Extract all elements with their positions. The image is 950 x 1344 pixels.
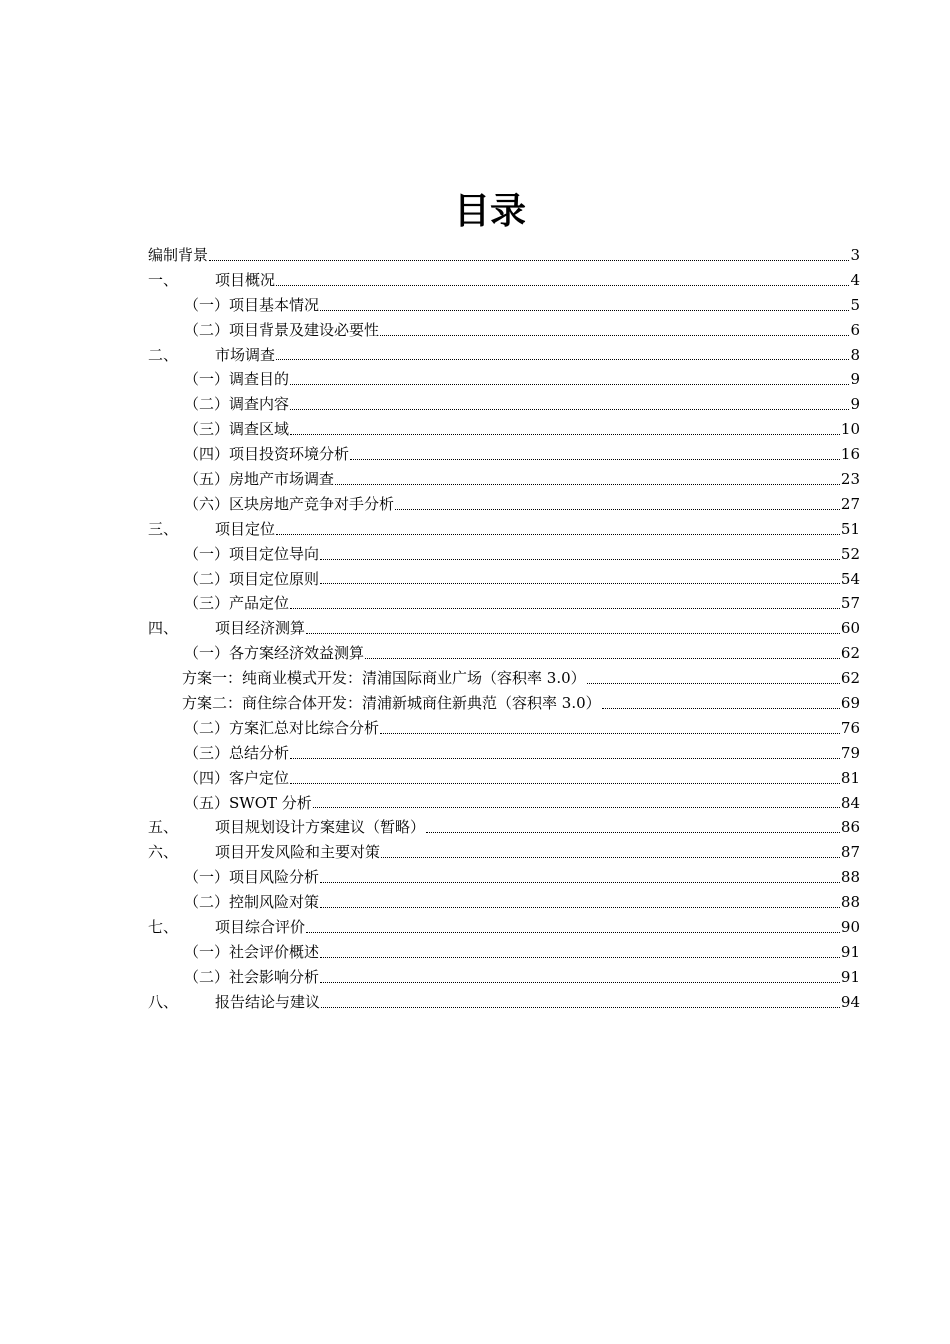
toc-entry-page-number: 4 (850, 270, 860, 289)
toc-dot-leader (320, 310, 849, 311)
toc-entry-label: （三）产品定位 (184, 594, 290, 613)
toc-entry-page-number: 51 (840, 519, 860, 538)
toc-entry-page-number: 87 (840, 843, 860, 862)
toc-entry-page-number: 62 (840, 669, 860, 688)
toc-entry[interactable] (148, 990, 860, 1015)
page-title: 目录 (453, 191, 526, 232)
toc-entry[interactable] (148, 915, 860, 940)
toc-entry-label: （五）房地产市场调查 (184, 470, 335, 489)
toc-entry-label: （三）调查区域 (184, 420, 290, 439)
toc-entry[interactable] (148, 343, 860, 368)
toc-entry-label: 项目经济测算 (215, 619, 306, 638)
toc-entry-label: 市场调查 (215, 345, 276, 364)
toc-entry[interactable] (148, 517, 860, 542)
toc-entry-page-number: 6 (850, 320, 860, 339)
toc-entry[interactable] (148, 940, 860, 965)
table-of-contents (148, 243, 860, 1015)
toc-entry-number: 八、 (148, 992, 179, 1011)
toc-entry[interactable] (148, 492, 860, 517)
toc-entry-label: （四）项目投资环境分析 (184, 445, 350, 464)
toc-entry-label: （一）社会评价概述 (184, 942, 320, 961)
toc-entry[interactable] (148, 243, 860, 268)
toc-entry-page-number: 57 (840, 594, 860, 613)
toc-entry[interactable] (148, 965, 860, 990)
toc-entry-label: （五）SWOT 分析 (184, 793, 312, 812)
toc-entry-page-number: 88 (840, 893, 860, 912)
toc-entry-label: （二）社会影响分析 (184, 967, 320, 986)
toc-entry-page-number: 94 (840, 992, 860, 1011)
toc-dot-leader (335, 484, 840, 485)
toc-entry[interactable] (148, 442, 860, 467)
toc-entry-label: 方案二：商住综合体开发：清浦新城商住新典范（容积率 3.0） (182, 694, 601, 713)
toc-entry[interactable] (148, 467, 860, 492)
toc-entry-page-number: 91 (840, 942, 860, 961)
toc-entry-label: 项目概况 (215, 270, 276, 289)
toc-entry-page-number: 76 (840, 718, 860, 737)
toc-entry-label: （六）区块房地产竞争对手分析 (184, 494, 395, 513)
toc-entry[interactable] (148, 691, 860, 716)
toc-entry[interactable] (148, 666, 860, 691)
toc-entry-label: （二）项目定位原则 (184, 569, 320, 588)
toc-entry-label: （二）项目背景及建设必要性 (184, 320, 380, 339)
toc-dot-leader (320, 982, 840, 983)
toc-entry[interactable] (148, 367, 860, 392)
toc-entry[interactable] (148, 591, 860, 616)
toc-entry-number: 一、 (148, 270, 179, 289)
toc-dot-leader (306, 932, 840, 933)
toc-entry[interactable] (148, 865, 860, 890)
toc-entry-page-number: 9 (850, 370, 860, 389)
toc-entry-page-number: 86 (840, 818, 860, 837)
toc-entry[interactable] (148, 815, 860, 840)
toc-entry[interactable] (148, 417, 860, 442)
toc-entry-label: 报告结论与建议 (215, 992, 321, 1011)
toc-dot-leader (395, 509, 840, 510)
toc-entry[interactable] (148, 567, 860, 592)
toc-entry-page-number: 91 (840, 967, 860, 986)
toc-entry-label: 项目开发风险和主要对策 (215, 843, 381, 862)
toc-dot-leader (321, 1007, 840, 1008)
toc-dot-leader (381, 857, 840, 858)
toc-dot-leader (602, 708, 840, 709)
toc-dot-leader (276, 285, 849, 286)
toc-entry-page-number: 79 (840, 743, 860, 762)
toc-entry[interactable] (148, 840, 860, 865)
toc-entry-label: （二）控制风险对策 (184, 893, 320, 912)
toc-entry-label: 方案一：纯商业模式开发：清浦国际商业广场（容积率 3.0） (182, 669, 586, 688)
toc-entry-page-number: 54 (840, 569, 860, 588)
toc-entry-page-number: 88 (840, 868, 860, 887)
toc-entry-page-number: 52 (840, 544, 860, 563)
toc-dot-leader (365, 658, 840, 659)
toc-entry-label: （一）项目基本情况 (184, 295, 320, 314)
toc-entry-page-number: 69 (840, 694, 860, 713)
toc-entry-page-number: 81 (840, 768, 860, 787)
toc-entry-page-number: 9 (850, 395, 860, 414)
toc-entry[interactable] (148, 293, 860, 318)
toc-entry[interactable] (148, 268, 860, 293)
toc-entry-number: 二、 (148, 345, 179, 364)
toc-entry-page-number: 23 (840, 470, 860, 489)
toc-dot-leader (350, 459, 840, 460)
toc-entry-label: 项目定位 (215, 519, 276, 538)
toc-dot-leader (380, 335, 849, 336)
toc-entry[interactable] (148, 641, 860, 666)
toc-dot-leader (290, 384, 849, 385)
toc-entry-label: （二）方案汇总对比综合分析 (184, 718, 380, 737)
toc-entry-label: （一）项目风险分析 (184, 868, 320, 887)
toc-entry[interactable] (148, 318, 860, 343)
toc-dot-leader (290, 783, 840, 784)
toc-entry-label: 项目综合评价 (215, 918, 306, 937)
toc-entry-label: 项目规划设计方案建议（暂略） (215, 818, 426, 837)
toc-entry-number: 七、 (148, 918, 179, 937)
toc-entry[interactable] (148, 741, 860, 766)
toc-entry-label: （一）各方案经济效益测算 (184, 644, 365, 663)
toc-dot-leader (380, 733, 840, 734)
toc-dot-leader (290, 409, 849, 410)
toc-dot-leader (290, 608, 840, 609)
toc-dot-leader (306, 633, 840, 634)
toc-dot-leader (320, 907, 840, 908)
toc-entry-label: （二）调查内容 (184, 395, 290, 414)
toc-entry-label: 编制背景 (148, 246, 209, 264)
toc-entry[interactable] (148, 791, 860, 816)
toc-dot-leader (276, 359, 849, 360)
toc-dot-leader (320, 882, 840, 883)
toc-dot-leader (426, 832, 840, 833)
toc-entry-page-number: 5 (850, 295, 860, 314)
toc-entry-page-number: 27 (840, 494, 860, 513)
toc-dot-leader (290, 758, 840, 759)
toc-entry-label: （一）调查目的 (184, 370, 290, 389)
toc-entry[interactable] (148, 542, 860, 567)
toc-entry[interactable] (148, 716, 860, 741)
toc-entry-number: 六、 (148, 843, 179, 862)
toc-entry-page-number: 60 (840, 619, 860, 638)
toc-entry-page-number: 90 (840, 918, 860, 937)
toc-dot-leader (290, 434, 840, 435)
toc-entry[interactable] (148, 392, 860, 417)
toc-entry-page-number: 84 (840, 793, 860, 812)
toc-entry-page-number: 16 (840, 445, 860, 464)
toc-entry-number: 四、 (148, 619, 179, 638)
toc-dot-leader (313, 807, 840, 808)
toc-entry[interactable] (148, 616, 860, 641)
toc-dot-leader (587, 683, 840, 684)
toc-dot-leader (320, 583, 840, 584)
toc-entry-page-number: 8 (850, 345, 860, 364)
toc-entry[interactable] (148, 766, 860, 791)
toc-entry-page-number: 3 (850, 246, 860, 264)
toc-entry-label: （三）总结分析 (184, 743, 290, 762)
toc-dot-leader (320, 957, 840, 958)
toc-entry-number: 三、 (148, 519, 179, 538)
toc-dot-leader (276, 534, 840, 535)
toc-dot-leader (320, 559, 840, 560)
toc-entry-page-number: 10 (840, 420, 860, 439)
toc-entry-label: （一）项目定位导向 (184, 544, 320, 563)
toc-dot-leader (209, 260, 849, 261)
toc-entry-page-number: 62 (840, 644, 860, 663)
toc-entry[interactable] (148, 890, 860, 915)
toc-entry-label: （四）客户定位 (184, 768, 290, 787)
toc-entry-number: 五、 (148, 818, 179, 837)
